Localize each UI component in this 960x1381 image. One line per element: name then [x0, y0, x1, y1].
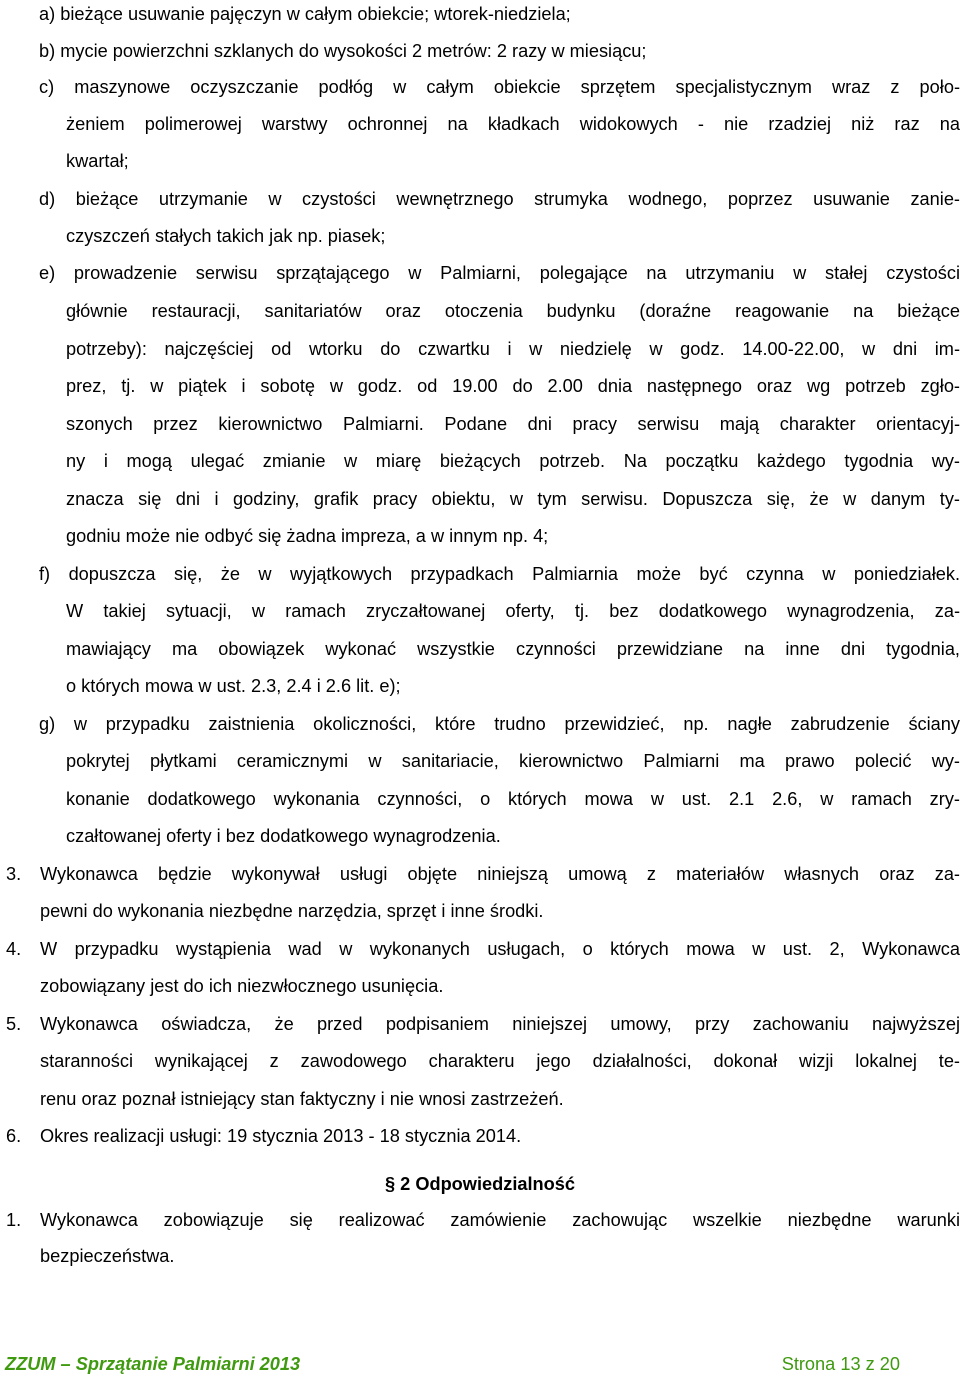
point-5-line-2: staranności wynikającej z zawodowego charakteru jego działalności, dokonał wizji lokalnej te- — [40, 1051, 960, 1071]
point-6-line-1: Okres realizacji usługi: 19 stycznia 2013 - 18 stycznia 2014. — [40, 1126, 522, 1146]
section-2-point-number-1: 1. — [6, 1210, 22, 1230]
item-e-line-7: znacza się dni i godziny, grafik pracy obiektu, w tym serwisu. Dopuszcza się, że w danym ty- — [66, 489, 960, 509]
item-e-line-1: e) prowadzenie serwisu sprzątającego w Palmiarni, polegające na utrzymaniu w stałej czystości — [39, 263, 960, 283]
item-g-line-3: konanie dodatkowego wykonania czynności, o których mowa w ust. 2.1 2.6, w ramach zry- — [66, 789, 960, 809]
section-2-point-1-line-1: Wykonawca zobowiązuje się realizować zamówienie zachowując wszelkie niezbędne warunki — [40, 1210, 960, 1230]
point-3-line-1: Wykonawca będzie wykonywał usługi objęte niniejszą umową z materiałów własnych oraz za- — [40, 864, 960, 884]
point-number-3: 3. — [6, 864, 22, 884]
item-g-line-2: pokrytej płytkami ceramicznymi w sanitariacie, kierownictwo Palmiarni ma prawo polecić wy- — [66, 751, 960, 771]
item-a: a) bieżące usuwanie pajęczyn w całym obiekcie; wtorek-niedziela; — [39, 4, 571, 24]
item-c-line-3: kwartał; — [66, 151, 129, 171]
item-e-line-4: prez, tj. w piątek i sobotę w godz. od 19.00 do 2.00 dnia następnego oraz wg potrzeb zgło- — [66, 376, 960, 396]
item-e-line-6: ny i mogą ulegać zmianie w miarę bieżących potrzeb. Na początku każdego tygodnia wy- — [66, 451, 960, 471]
footer-title: ZZUM – Sprzątanie Palmiarni 2013 — [5, 1354, 301, 1374]
item-d-line-2: czyszczeń stałych takich jak np. piasek; — [66, 226, 386, 246]
item-e-line-3: potrzeby): najczęściej od wtorku do czwartku i w niedzielę w godz. 14.00-22.00, w dni im- — [66, 339, 960, 359]
point-4-line-2: zobowiązany jest do ich niezwłocznego usunięcia. — [40, 976, 444, 996]
item-c-line-1: c) maszynowe oczyszczanie podłóg w całym obiekcie sprzętem specjalistycznym wraz z poło- — [39, 77, 960, 97]
point-number-6: 6. — [6, 1126, 22, 1146]
item-e-line-2: głównie restauracji, sanitariatów oraz otoczenia budynku (doraźne reagowanie na bieżące — [66, 301, 960, 321]
item-e-line-5: szonych przez kierownictwo Palmiarni. Podane dni pracy serwisu mają charakter orientacyj- — [66, 414, 960, 434]
item-e-line-8: godniu może nie odbyć się żadna impreza, a w innym np. 4; — [66, 526, 549, 546]
item-b: b) mycie powierzchni szklanych do wysokości 2 metrów: 2 razy w miesiącu; — [39, 41, 647, 61]
item-f-line-4: o których mowa w ust. 2.3, 2.4 i 2.6 lit. e); — [66, 676, 401, 696]
section-2-point-1-line-2: bezpieczeństwa. — [40, 1246, 175, 1266]
item-g-line-4: czałtowanej oferty i bez dodatkowego wynagrodzenia. — [66, 826, 501, 846]
item-f-line-1: f) dopuszcza się, że w wyjątkowych przypadkach Palmiarnia może być czynna w poniedziałek. — [39, 564, 960, 584]
item-g-line-1: g) w przypadku zaistnienia okoliczności, które trudno przewidzieć, np. nagłe zabrudzenie ściany — [39, 714, 960, 734]
point-5-line-3: renu oraz poznał istniejący stan faktyczny i nie wnosi zastrzeżeń. — [40, 1089, 564, 1109]
item-f-line-2: W takiej sytuacji, w ramach zryczałtowanej oferty, tj. bez dodatkowego wynagrodzenia, za- — [66, 601, 960, 621]
point-number-5: 5. — [6, 1014, 22, 1034]
section-heading: § 2 Odpowiedzialność — [384, 1174, 575, 1194]
item-f-line-3: mawiający ma obowiązek wykonać wszystkie czynności przewidziane na inne dni tygodnia, — [66, 639, 960, 659]
item-d-line-1: d) bieżące utrzymanie w czystości wewnętrznego strumyka wodnego, poprzez usuwanie zanie- — [39, 189, 960, 209]
point-3-line-2: pewni do wykonania niezbędne narzędzia, sprzęt i inne środki. — [40, 901, 544, 921]
point-4-line-1: W przypadku wystąpienia wad w wykonanych usługach, o których mowa w ust. 2, Wykonawca — [40, 939, 960, 959]
footer-page-number: Strona 13 z 20 — [781, 1354, 900, 1374]
item-c-line-2: żeniem polimerowej warstwy ochronnej na kładkach widokowych - nie rzadziej niż raz na — [66, 114, 960, 134]
point-number-4: 4. — [6, 939, 22, 959]
point-5-line-1: Wykonawca oświadcza, że przed podpisaniem niniejszej umowy, przy zachowaniu najwyższej — [40, 1014, 960, 1034]
